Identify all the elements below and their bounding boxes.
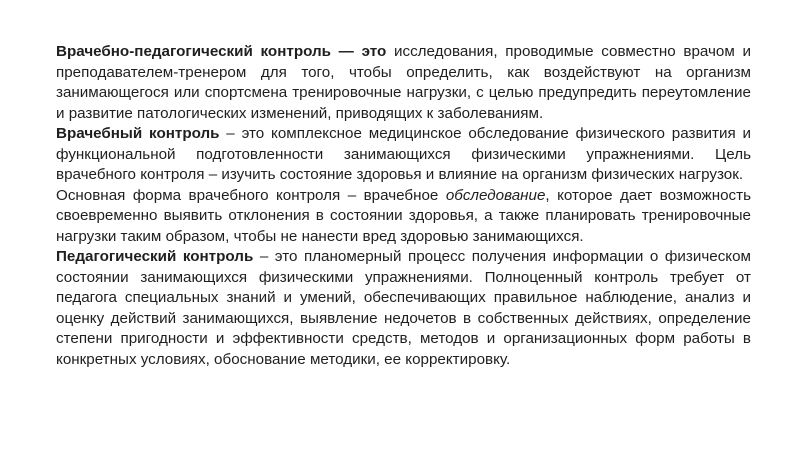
paragraph-medical-control xyxy=(56,124,751,186)
main-form-emphasis: обследование xyxy=(445,186,546,204)
text-content xyxy=(56,42,751,370)
paragraph-main-form xyxy=(56,186,751,248)
main-form-text-after: , которое дает возможность своевременно выявить отклонения в состоянии здоровья, а также планировать тренировочные нагрузки таким образом, чтобы не нанести вред здоровью занимающихся. xyxy=(56,186,751,245)
term-pedagogical-control: Педагогический контроль xyxy=(56,248,254,265)
paragraph-pedagogical-control xyxy=(56,247,751,370)
term-medical-pedagogical-control: Врачебно-педагогический контроль — это xyxy=(56,43,387,60)
paragraph-medical-pedagogical-control xyxy=(56,42,751,124)
definition-medical-control: – это комплексное медицинское обследование физического развития и функциональной подготовленности занимающихся физическими упражнениями. Цель врачебного контроля – изучить состояние здоровья и влияние на организм физических нагрузок. xyxy=(56,125,751,183)
term-medical-control: Врачебный контроль xyxy=(56,125,220,142)
definition-medical-pedagogical-control: исследования, проводимые совместно врачом и преподавателем-тренером для того, чтобы определить, как воздействуют на организм занимающегося или спортсмена тренировочные нагрузки, с целью предупредить переутомление и развитие патологических изменений, приводящих к заболеваниям. xyxy=(56,43,751,122)
definition-pedagogical-control: – это планомерный процесс получения информации о физическом состоянии занимающихся физическими упражнениями. Полноценный контроль требует от педагога специальных знаний и умений, обеспечивающих правильное наблюдение, анализ и оценку действий занимающихся, выявление недочетов в собственных действиях, определение степени пригодности и эффективности средств, методов и организационных форм работы в конкретных условиях, обоснование методики, ее корректировку. xyxy=(56,248,751,368)
main-form-text-before: Основная форма врачебного контроля – врачебное xyxy=(56,186,446,204)
